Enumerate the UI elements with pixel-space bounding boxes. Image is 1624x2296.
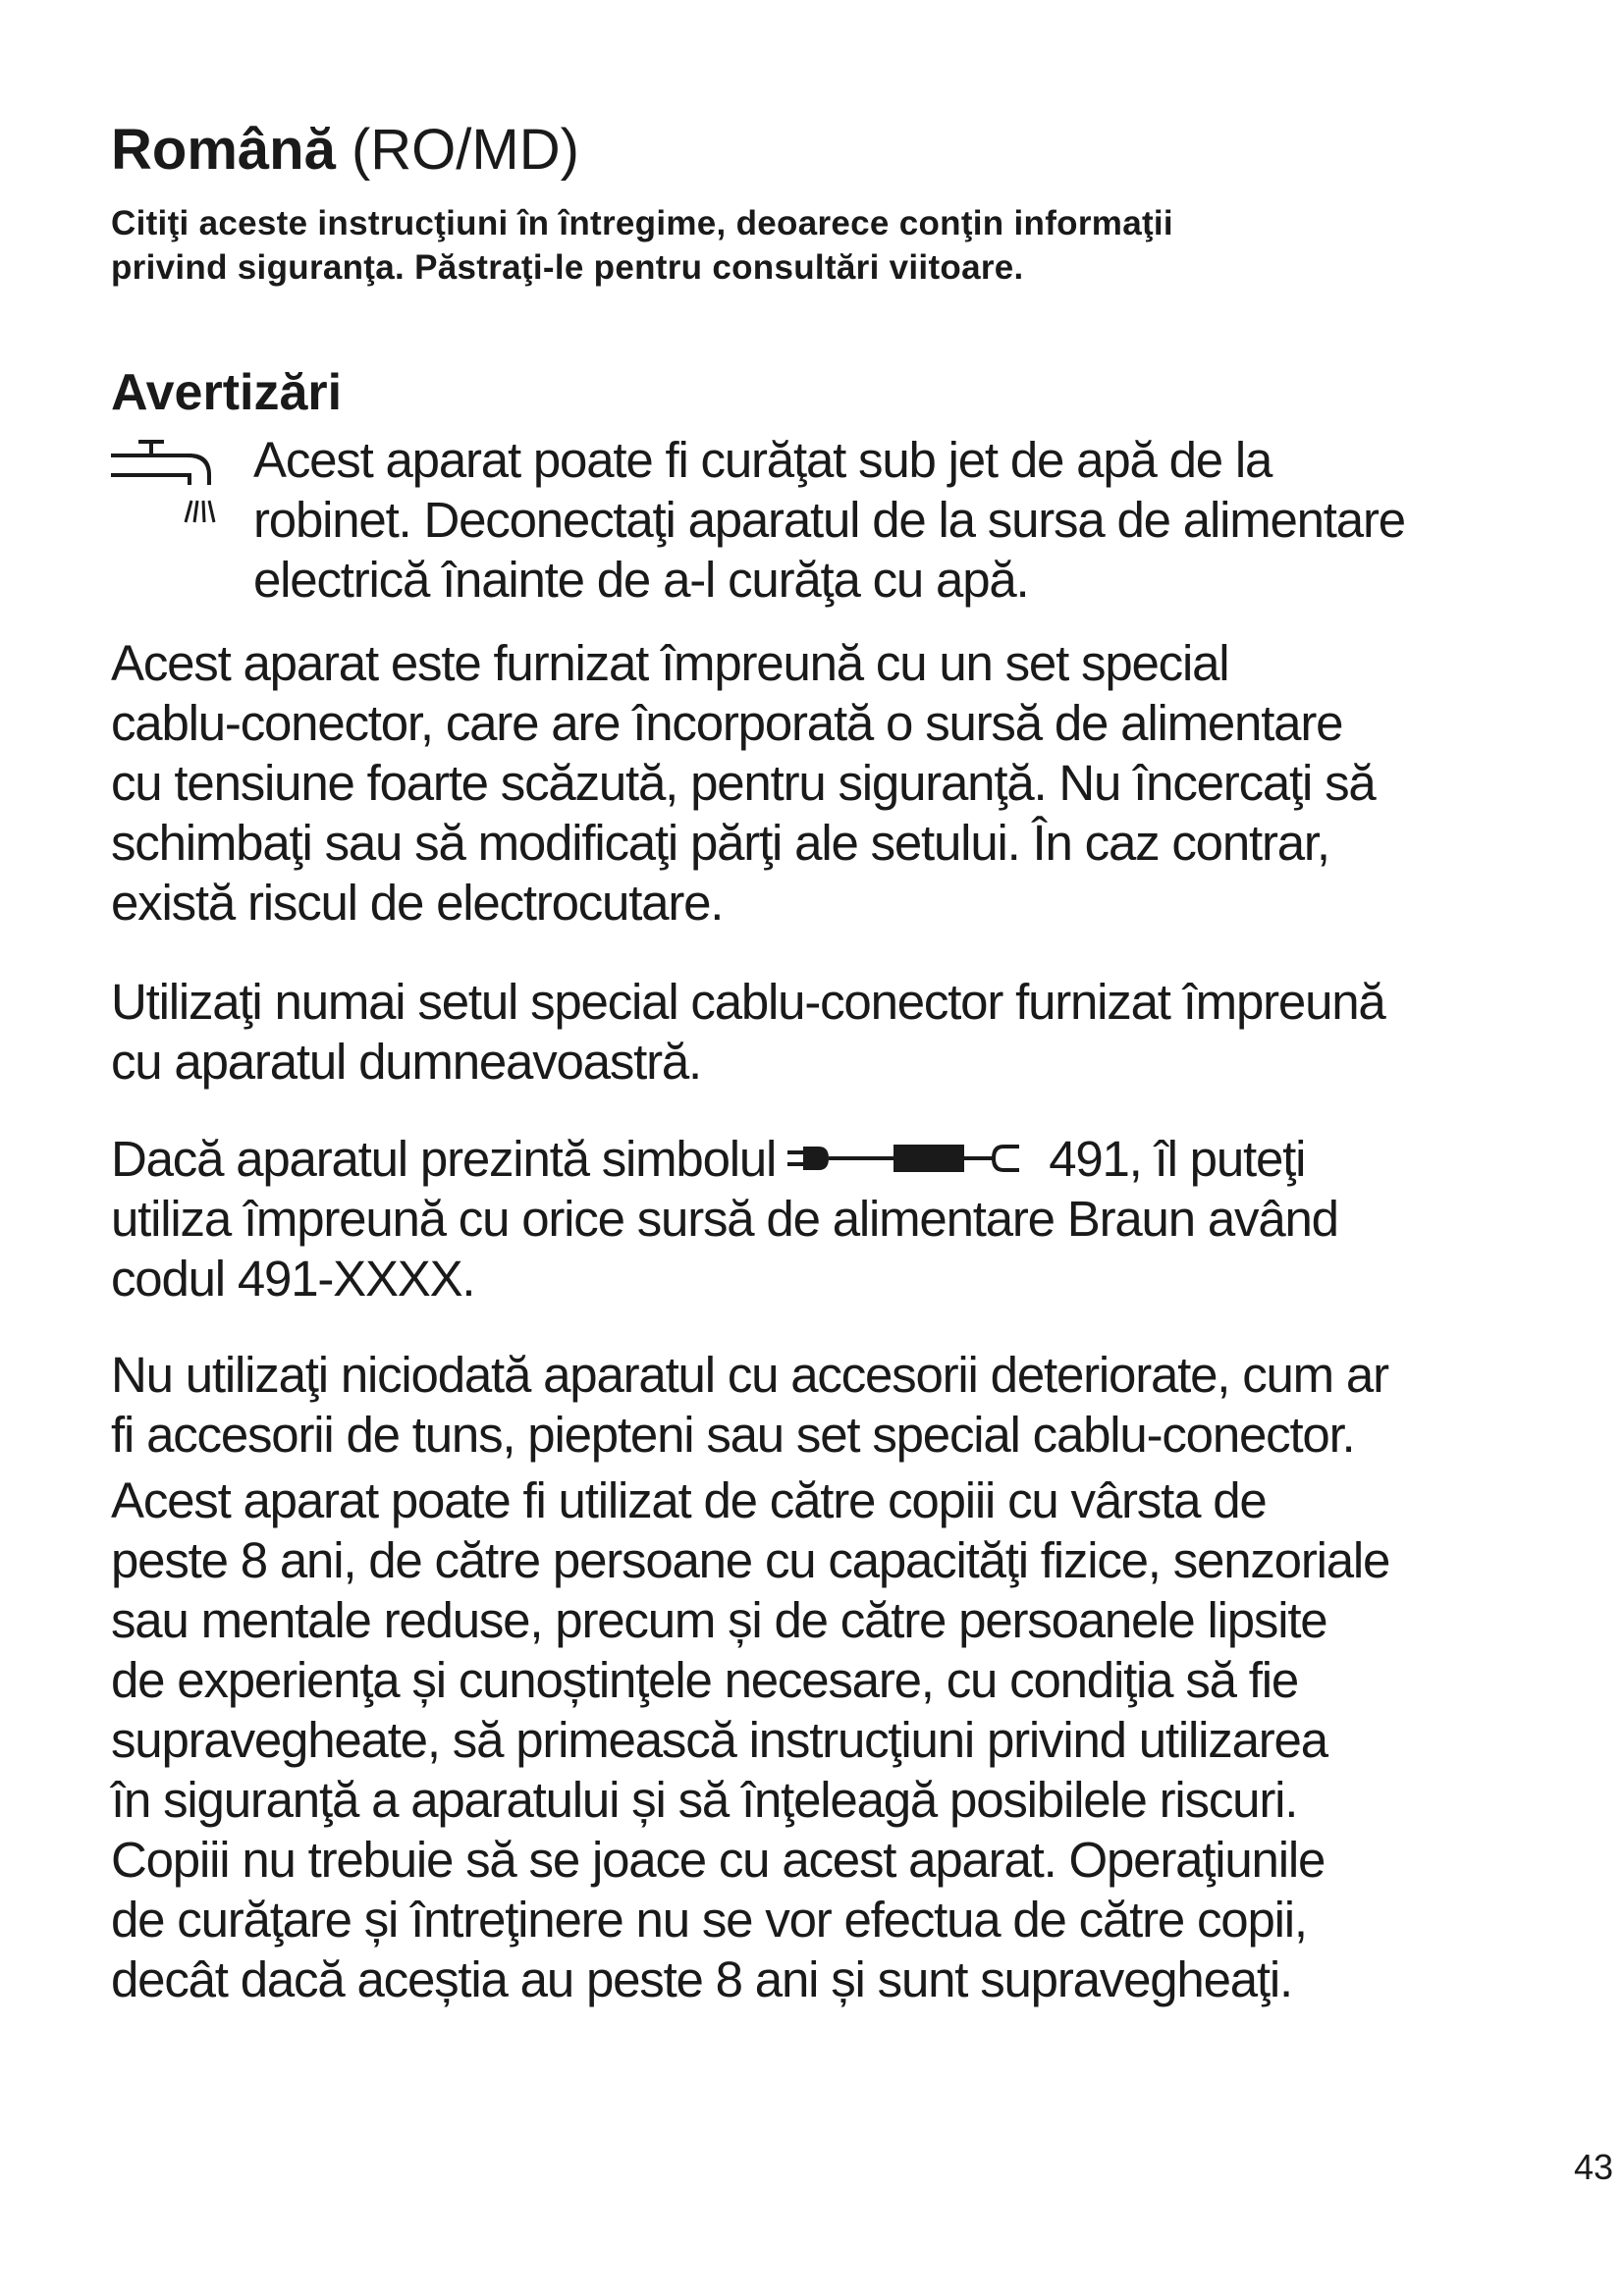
text-line: de curăţare și întreţinere nu se vor efectua de către copii, bbox=[111, 1892, 1307, 1948]
text-line: fi accesorii de tuns, piepteni sau set special cablu-conector. bbox=[111, 1407, 1355, 1463]
symbol-text-before: Dacă aparatul prezintă simbolul bbox=[111, 1131, 777, 1187]
text-line: cablu-conector, care are încorporată o sursă de alimentare bbox=[111, 695, 1343, 751]
text-line: Acest aparat este furnizat împreună cu un set special bbox=[111, 635, 1229, 691]
text-line: cu aparatul dumneavoastră. bbox=[111, 1034, 702, 1090]
text-line: în siguranţă a aparatului și să înţeleagă posibilele riscuri. bbox=[111, 1772, 1298, 1828]
text-line: Acest aparat poate fi curăţat sub jet de apă de la bbox=[253, 432, 1272, 488]
paragraph-symbol bbox=[111, 1129, 1535, 1308]
intro-line: Citiţi aceste instrucţiuni în întregime, deoarece conţin informaţii bbox=[111, 204, 1173, 242]
text-line: robinet. Deconectaţi aparatul de la sursa de alimentare bbox=[253, 492, 1405, 548]
section-heading-warnings: Avertizări bbox=[111, 364, 343, 421]
text-line: cu tensiune foarte scăzută, pentru siguranţă. Nu încercaţi să bbox=[111, 755, 1376, 811]
intro-notice bbox=[111, 201, 1505, 290]
tap-cleaning-warning bbox=[253, 430, 1624, 610]
symbol-text-after: 491, îl puteţi bbox=[1049, 1131, 1306, 1187]
plug-cable-connector-icon bbox=[785, 1141, 1041, 1180]
text-line: sau mentale reduse, precum și de către persoanele lipsite bbox=[111, 1592, 1327, 1648]
paragraph-use-only bbox=[111, 972, 1535, 1092]
text-line: există riscul de electrocutare. bbox=[111, 875, 724, 931]
text-line bbox=[111, 1129, 1535, 1189]
water-tap-icon bbox=[111, 432, 219, 550]
text-line: Acest aparat poate fi utilizat de către copiii cu vârsta de bbox=[111, 1472, 1267, 1528]
paragraph-children bbox=[111, 1470, 1535, 2009]
language-region: (RO/MD) bbox=[351, 118, 579, 182]
intro-line: privind siguranţa. Păstraţi-le pentru consultări viitoare. bbox=[111, 248, 1024, 287]
paragraph-damaged-accessories bbox=[111, 1345, 1535, 1465]
page-number: 43 bbox=[1574, 2147, 1614, 2187]
paragraph-cable-set bbox=[111, 633, 1535, 933]
text-line: electrică înainte de a-l curăţa cu apă. bbox=[253, 552, 1029, 608]
language-name: Română bbox=[111, 118, 336, 182]
text-line: peste 8 ani, de către persoane cu capacităţi fizice, senzoriale bbox=[111, 1532, 1390, 1588]
text-line: de experienţa și cunoștinţele necesare, cu condiţia să fie bbox=[111, 1652, 1299, 1708]
text-line: supravegheate, să primească instrucţiuni privind utilizarea bbox=[111, 1712, 1327, 1768]
text-line: Copiii nu trebuie să se joace cu acest aparat. Operaţiunile bbox=[111, 1832, 1326, 1888]
text-line: schimbaţi sau să modificaţi părţi ale setului. În caz contrar, bbox=[111, 815, 1329, 871]
text-line: decât dacă aceștia au peste 8 ani și sunt supravegheaţi. bbox=[111, 1951, 1292, 2007]
text-line: Nu utilizaţi niciodată aparatul cu accesorii deteriorate, cum ar bbox=[111, 1347, 1388, 1403]
text-line: codul 491-XXXX. bbox=[111, 1251, 475, 1307]
text-line: utiliza împreună cu orice sursă de alimentare Braun având bbox=[111, 1191, 1338, 1247]
language-title bbox=[111, 116, 579, 185]
text-line: Utilizaţi numai setul special cablu-conector furnizat împreună bbox=[111, 974, 1385, 1030]
